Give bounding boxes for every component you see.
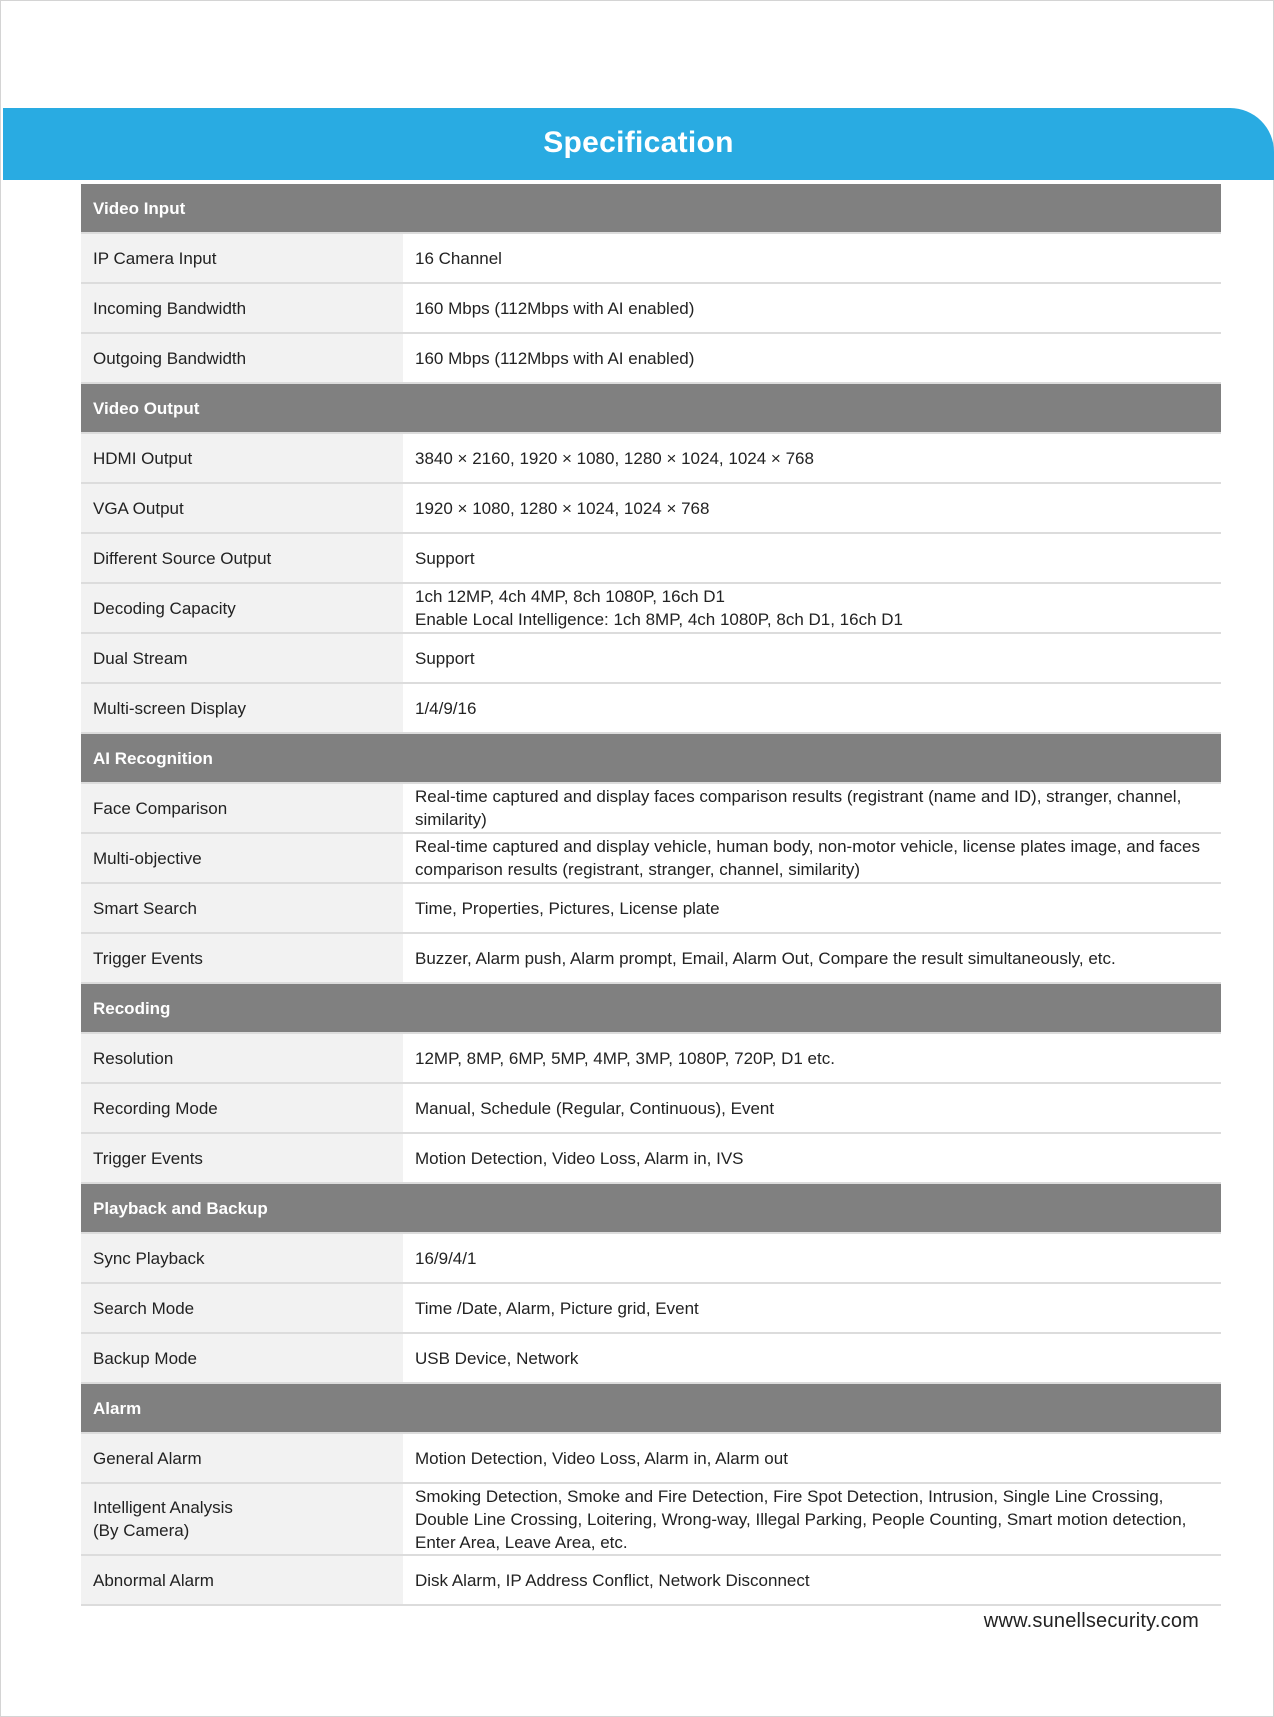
spec-value: Motion Detection, Video Loss, Alarm in, IVS — [403, 1133, 1221, 1183]
spec-value: 1920 × 1080, 1280 × 1024, 1024 × 768 — [403, 483, 1221, 533]
spec-row — [81, 333, 1221, 383]
spec-label: VGA Output — [81, 483, 403, 533]
spec-label: Trigger Events — [81, 933, 403, 983]
spec-label: General Alarm — [81, 1433, 403, 1483]
spec-label: Abnormal Alarm — [81, 1555, 403, 1605]
spec-row — [81, 433, 1221, 483]
spec-label: Trigger Events — [81, 1133, 403, 1183]
spec-row — [81, 1233, 1221, 1283]
spec-row — [81, 1033, 1221, 1083]
spec-label: Multi-objective — [81, 833, 403, 883]
spec-label: Dual Stream — [81, 633, 403, 683]
spec-value: 3840 × 2160, 1920 × 1080, 1280 × 1024, 1024 × 768 — [403, 433, 1221, 483]
spec-row — [81, 1083, 1221, 1133]
spec-value: 16/9/4/1 — [403, 1233, 1221, 1283]
spec-row — [81, 233, 1221, 283]
section-header-row — [81, 184, 1221, 233]
spec-row — [81, 933, 1221, 983]
spec-row — [81, 783, 1221, 833]
section-header-row — [81, 733, 1221, 783]
spec-value: Smoking Detection, Smoke and Fire Detection, Fire Spot Detection, Intrusion, Single Line Crossing, Double Line Crossing, Loitering, Wrong-way, Illegal Parking, People Counting, Smart motion detection, Enter Area, Leave Area, etc. — [403, 1483, 1221, 1555]
section-title: AI Recognition — [81, 733, 1221, 783]
spec-label: Incoming Bandwidth — [81, 283, 403, 333]
section-header-row — [81, 983, 1221, 1033]
spec-label: Face Comparison — [81, 783, 403, 833]
spec-value: Real-time captured and display vehicle, human body, non-motor vehicle, license plates image, and faces comparison results (registrant, stranger, channel, similarity) — [403, 833, 1221, 883]
title-banner — [3, 108, 1274, 180]
spec-row — [81, 1133, 1221, 1183]
spec-label: HDMI Output — [81, 433, 403, 483]
spec-row — [81, 1433, 1221, 1483]
spec-row — [81, 1483, 1221, 1555]
spec-value: 12MP, 8MP, 6MP, 5MP, 4MP, 3MP, 1080P, 720P, D1 etc. — [403, 1033, 1221, 1083]
spec-value: Buzzer, Alarm push, Alarm prompt, Email, Alarm Out, Compare the result simultaneously, etc. — [403, 933, 1221, 983]
spec-label: Multi-screen Display — [81, 683, 403, 733]
spec-value: 160 Mbps (112Mbps with AI enabled) — [403, 333, 1221, 383]
spec-label: Recording Mode — [81, 1083, 403, 1133]
spec-value: 1ch 12MP, 4ch 4MP, 8ch 1080P, 16ch D1 Enable Local Intelligence: 1ch 8MP, 4ch 1080P, 8ch D1, 16ch D1 — [403, 583, 1221, 633]
spec-value: Manual, Schedule (Regular, Continuous), Event — [403, 1083, 1221, 1133]
spec-value: USB Device, Network — [403, 1333, 1221, 1383]
spec-label: Resolution — [81, 1033, 403, 1083]
spec-row — [81, 683, 1221, 733]
spec-row — [81, 883, 1221, 933]
section-title: Video Output — [81, 383, 1221, 433]
section-title: Video Input — [81, 184, 1221, 233]
section-header-row — [81, 1383, 1221, 1433]
spec-table-body — [81, 184, 1221, 1605]
spec-value: 1/4/9/16 — [403, 683, 1221, 733]
spec-row — [81, 583, 1221, 633]
spec-row — [81, 833, 1221, 883]
section-title: Recoding — [81, 983, 1221, 1033]
spec-row — [81, 533, 1221, 583]
spec-value: 16 Channel — [403, 233, 1221, 283]
spec-row — [81, 483, 1221, 533]
page-title: Specification — [543, 126, 734, 159]
spec-label: Smart Search — [81, 883, 403, 933]
spec-value: Support — [403, 633, 1221, 683]
section-header-row — [81, 383, 1221, 433]
footer-url: www.sunellsecurity.com — [983, 1610, 1199, 1632]
section-title: Alarm — [81, 1383, 1221, 1433]
spec-row — [81, 1333, 1221, 1383]
spec-row — [81, 633, 1221, 683]
spec-row — [81, 1555, 1221, 1605]
spec-row — [81, 1283, 1221, 1333]
spec-table — [81, 184, 1221, 1606]
spec-value: Real-time captured and display faces comparison results (registrant (name and ID), stranger, channel, similarity) — [403, 783, 1221, 833]
spec-value: Support — [403, 533, 1221, 583]
spec-label: IP Camera Input — [81, 233, 403, 283]
spec-label: Sync Playback — [81, 1233, 403, 1283]
spec-value: Disk Alarm, IP Address Conflict, Network Disconnect — [403, 1555, 1221, 1605]
spec-value: 160 Mbps (112Mbps with AI enabled) — [403, 283, 1221, 333]
spec-label: Intelligent Analysis (By Camera) — [81, 1483, 403, 1555]
section-header-row — [81, 1183, 1221, 1233]
spec-label: Different Source Output — [81, 533, 403, 583]
spec-value: Time /Date, Alarm, Picture grid, Event — [403, 1283, 1221, 1333]
section-title: Playback and Backup — [81, 1183, 1221, 1233]
spec-label: Decoding Capacity — [81, 583, 403, 633]
spec-value: Time, Properties, Pictures, License plate — [403, 883, 1221, 933]
spec-row — [81, 283, 1221, 333]
spec-label: Search Mode — [81, 1283, 403, 1333]
spec-label: Outgoing Bandwidth — [81, 333, 403, 383]
spec-value: Motion Detection, Video Loss, Alarm in, Alarm out — [403, 1433, 1221, 1483]
spec-label: Backup Mode — [81, 1333, 403, 1383]
